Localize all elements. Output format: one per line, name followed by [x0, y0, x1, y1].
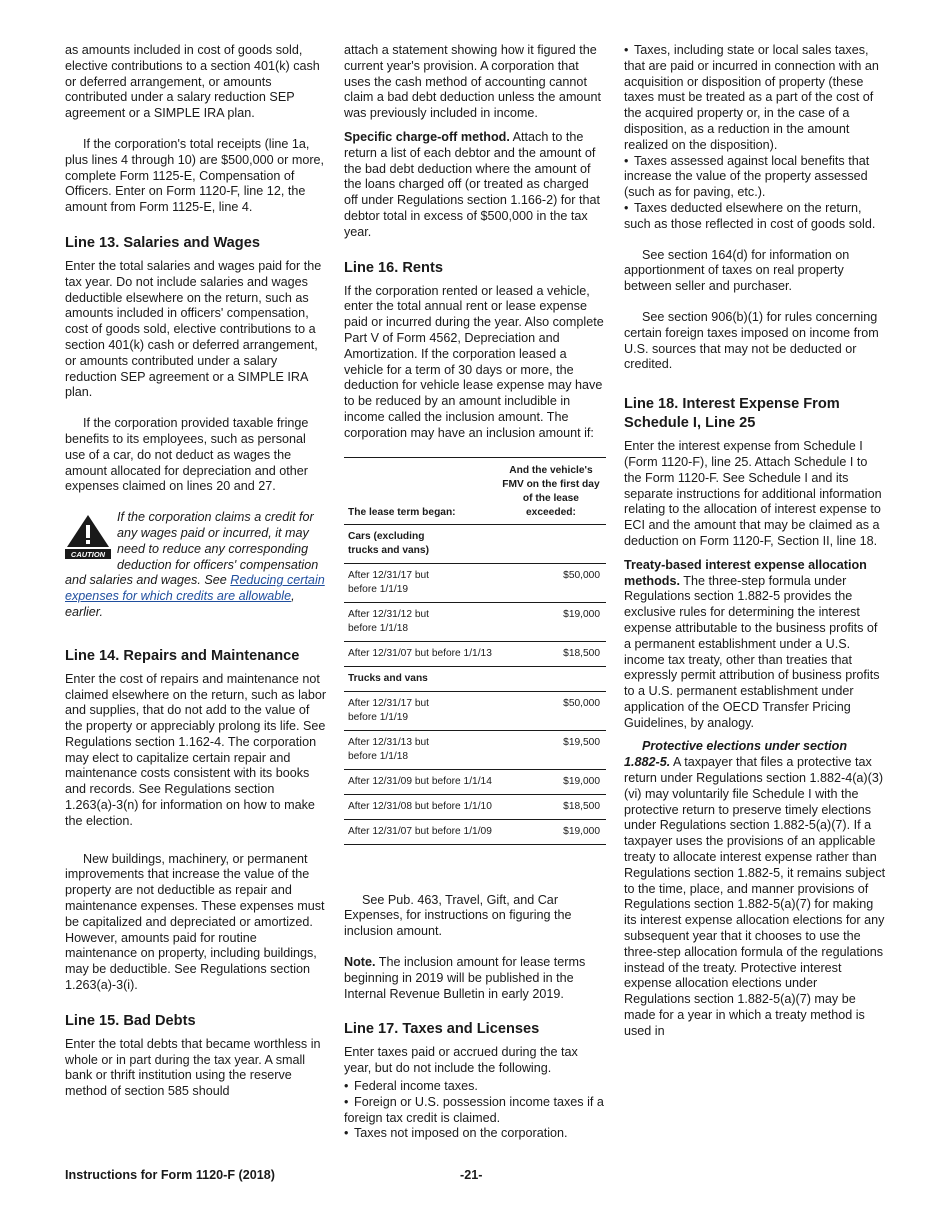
caution-icon [65, 513, 111, 559]
treaty-text: The three-step formula under Regulations section 1.882-5 provides the exclusive rules for determining the interest expense attributable to the business profits of a permanent establishment under a U.S. income tax treaty, other than treaties that expressly permit attribution of business profits to a U.S. permanent establishment under application of the OECD Transfer Pricing Guidelines, by analogy. [624, 573, 880, 730]
paragraph-new-buildings: New buildings, machinery, or permanent improvements that increase the value of the property are not deductible as repair and maintenance expenses. These expenses must be capitalized and depreciated or amortized. However, amounts paid for routine maintenance on property, including buildings, may be deductible. See Regulations section 1.263(a)-3(i). [65, 851, 325, 993]
paragraph-line-16: If the corporation rented or leased a vehicle, enter the total annual rent or lease expense paid or incurred during the year. Also complete Part V of Form 4562, Depreciation and Amortization. If the corporation leased a vehicle for a term of 30 days or more, the deduction for vehicle lease expense may have to be reduced by an amount includible in income called the inclusion amount. The corporation may have an inclusion amount if: [344, 283, 604, 440]
heading-line-14: Line 14. Repairs and Maintenance [65, 647, 300, 664]
paragraph-intro: as amounts included in cost of goods sold, elective contributions to a section 401(k) cash or deferred arrangement, or amounts contributed under a salary reduction SEP agreement or a SIMPLE IRA plan. [65, 43, 320, 121]
table-cell-term: After 12/31/13 but before 1/1/18 [344, 730, 496, 769]
table-cell-term: After 12/31/08 but before 1/1/10 [344, 794, 496, 819]
paragraph-total-receipts: If the corporation's total receipts (line 1a, plus lines 4 through 10) are $500,000 or more, complete Form 1125-E, Compensation of Officers. Enter on Form 1120-F, line 12, the amount from Form 1125-E, line 4. [65, 136, 325, 215]
list-item: • Taxes not imposed on the corporation. [344, 1126, 568, 1141]
table-cell-value: $50,000 [496, 563, 606, 602]
treaty-label: Treaty-based interest expense allocation methods. [624, 557, 867, 588]
paragraph-line-13: Enter the total salaries and wages paid for the tax year. Do not include salaries and wages deductible elsewhere on the return, such as amounts included in officers' compensation, cost of goods sold, elective contributions to a section 401(k) cash or deferred arrangement, or amounts contributed under a salary reduction SEP agreement or a SIMPLE IRA plan. [65, 258, 322, 400]
list-item-text: Taxes, including state or local sales taxes, that are paid or incurred in connection with an acquisition or disposition of property (these taxes must be treated as a part of the cost of the acquired property or, in the case of a disposition, as a reduction in the amount realized on the disposition). [624, 43, 879, 152]
paragraph-note [344, 955, 606, 1002]
list-item-text: Taxes assessed against local benefits that increase the value of the property assessed (such as for paving, etc.). [624, 153, 870, 200]
column-2 [344, 43, 606, 1142]
table-section-trucks: Trucks and vans [344, 666, 606, 691]
table-cell-value: $19,500 [496, 730, 606, 769]
list-item-text: Foreign or U.S. possession income taxes if a foreign tax credit is claimed. [344, 1094, 604, 1125]
table-cell-term: After 12/31/07 but before 1/1/13 [344, 641, 496, 666]
list-item: • Taxes deducted elsewhere on the return, such as those reflected in cost of goods sold. [624, 200, 876, 231]
list-item: • Taxes assessed against local benefits that increase the value of the property assessed (such as for paving, etc.). [624, 153, 870, 200]
protective-text: A taxpayer that files a protective tax return under Regulations section 1.882-4(a)(3)(vi) may voluntarily file Schedule I with the protective return to preserve timely elections under Regulations section 1.882-5(a)(7). If a taxpayer uses the provisions of an applicable treaty to allocate interest expense rather than Regulations section 1.882-5, it remains subject to the time, place, and manner provisions of Regulations section 1.882-5(a)(7) for making its interest expense allocation elections for any subsequent year that it chooses to use the three-step allocation formula of the regulations instead of the treaty. Protective interest expense allocation elections under Regulations section 1.882-5(a)(7) may be made for a year in which a treaty method is used in [624, 755, 886, 1038]
table-header-lease-term: The lease term began: [344, 457, 496, 524]
table-cell-term: After 12/31/17 but before 1/1/19 [344, 563, 496, 602]
note-text: The inclusion amount for lease terms beginning in 2019 will be published in the Internal Revenue Bulletin in early 2019. [344, 954, 586, 1001]
table-cell-term: After 12/31/17 but before 1/1/19 [344, 691, 496, 730]
table-cell-value: $50,000 [496, 691, 606, 730]
table-header-fmv: And the vehicle's FMV on the first day of the lease exceeded: [496, 457, 606, 524]
table-row [344, 730, 606, 769]
paragraph-line-15: Enter the total debts that became worthless in whole or in part during the tax year. A small bank or thrift institution using the reserve method of section 585 should [65, 1036, 321, 1099]
protective-label: Protective elections under section 1.882-5. [624, 739, 848, 770]
heading-line-16: Line 16. Rents [344, 259, 443, 276]
list-item: • Foreign or U.S. possession income taxes if a foreign tax credit is claimed. [344, 1094, 604, 1125]
table-row [344, 819, 606, 844]
table-cell-value: $18,500 [496, 641, 606, 666]
paragraph-pub-463: See Pub. 463, Travel, Gift, and Car Expenses, for instructions on figuring the inclusion amount. [344, 892, 572, 939]
heading-line-15: Line 15. Bad Debts [65, 1012, 196, 1029]
paragraph-section-164d: See section 164(d) for information on apportionment of taxes on real property between seller and purchaser. [624, 247, 850, 294]
list-item: • Taxes, including state or local sales taxes, that are paid or incurred in connection with an acquisition or disposition of property (these taxes must be treated as a part of the cost of the acquired property or, in the case of a disposition, as a reduction in the amount realized on the disposition). [624, 43, 879, 152]
table-cell-term: After 12/31/09 but before 1/1/14 [344, 769, 496, 794]
table-row [344, 563, 606, 602]
paragraph-line-18: Enter the interest expense from Schedule I (Form 1120-F), line 25. Attach Schedule I to the Form 1120-F. See Schedule I and its separate instructions for additional information relating to the allocation of interest expense to ECI and the amount that may be claimed as a deduction on Form 1120-F, Section II, line 18. [624, 439, 882, 548]
table-row [344, 769, 606, 794]
list-item-text: Taxes deducted elsewhere on the return, such as those reflected in cost of goods sold. [624, 200, 876, 231]
paragraph-charge-off [344, 130, 606, 241]
paragraph-line-14: Enter the cost of repairs and maintenance not claimed elsewhere on the return, such as labor and supplies, that do not add to the value of the property or appreciably prolong its life. See Regulations section 1.162-4. The corporation may elect to capitalize certain repair and maintenance costs consistent with its books and records. See Regulations section 1.263(a)-3(n) for information on how to make the election. [65, 671, 327, 828]
paragraph-fringe-benefits: If the corporation provided taxable fringe benefits to its employees, such as personal use of a car, do not deduct as wages the amount allocated for depreciation and other expenses claimed on lines 20 and 27. [65, 416, 309, 494]
table-cell-value: $19,000 [496, 602, 606, 641]
list-item: • Federal income taxes. [344, 1078, 478, 1093]
heading-line-13: Line 13. Salaries and Wages [65, 234, 260, 251]
footer-page-number: -21- [460, 1168, 483, 1182]
list-item-text: Taxes not imposed on the corporation. [354, 1126, 568, 1141]
link-reducing-expenses[interactable]: Reducing certain expenses for which credits are allowable [65, 573, 325, 604]
caution-text: If the corporation claims a credit for any wages paid or incurred, it may need to reduce any corresponding deduction for officers' compensation and salaries and wages. See [65, 510, 319, 588]
table-cell-term: After 12/31/07 but before 1/1/09 [344, 819, 496, 844]
table-row [344, 794, 606, 819]
charge-off-label: Specific charge-off method. [344, 129, 510, 144]
caution-end: , earlier. [65, 589, 295, 619]
paragraph-bad-debts-cont: attach a statement showing how it figured the current year's provision. A corporation that uses the cash method of accounting cannot claim a bad debt deduction unless the amount was previously included in income. [344, 43, 601, 121]
lease-inclusion-table [344, 457, 606, 845]
column-1 [65, 43, 327, 1115]
caution-note [65, 510, 327, 621]
paragraph-protective-elections [624, 739, 886, 1039]
column-3 [624, 43, 886, 1055]
note-label: Note. [344, 954, 376, 969]
paragraph-treaty-based [624, 558, 886, 732]
table-section-cars: Cars (excluding trucks and vans) [344, 524, 606, 563]
table-cell-value: $19,000 [496, 769, 606, 794]
list-item-text: Federal income taxes. [354, 1078, 478, 1093]
table-row [344, 641, 606, 666]
heading-line-17: Line 17. Taxes and Licenses [344, 1021, 540, 1038]
caution-label: CAUTION [70, 550, 106, 560]
footer-form-title: Instructions for Form 1120-F (2018) [65, 1168, 275, 1182]
table-cell-value: $18,500 [496, 794, 606, 819]
paragraph-section-906: See section 906(b)(1) for rules concerning certain foreign taxes imposed on income from U.S. sources that may not be deducted or credited. [624, 309, 879, 372]
table-cell-value: $19,000 [496, 819, 606, 844]
heading-line-18: Line 18. Interest Expense From Schedule I, Line 25 [624, 396, 840, 432]
charge-off-text: Attach to the return a list of each debtor and the amount of the bad debt deduction where the amount of the loans charged off (or treated as charged off under Regulations section 1.166-2) for that debtor total in excess of $500,000 in the tax year. [344, 129, 601, 239]
table-cell-term: After 12/31/12 but before 1/1/18 [344, 602, 496, 641]
table-row [344, 691, 606, 730]
paragraph-line-17: Enter taxes paid or accrued during the tax year, but do not include the following. [344, 1045, 578, 1076]
table-row [344, 602, 606, 641]
